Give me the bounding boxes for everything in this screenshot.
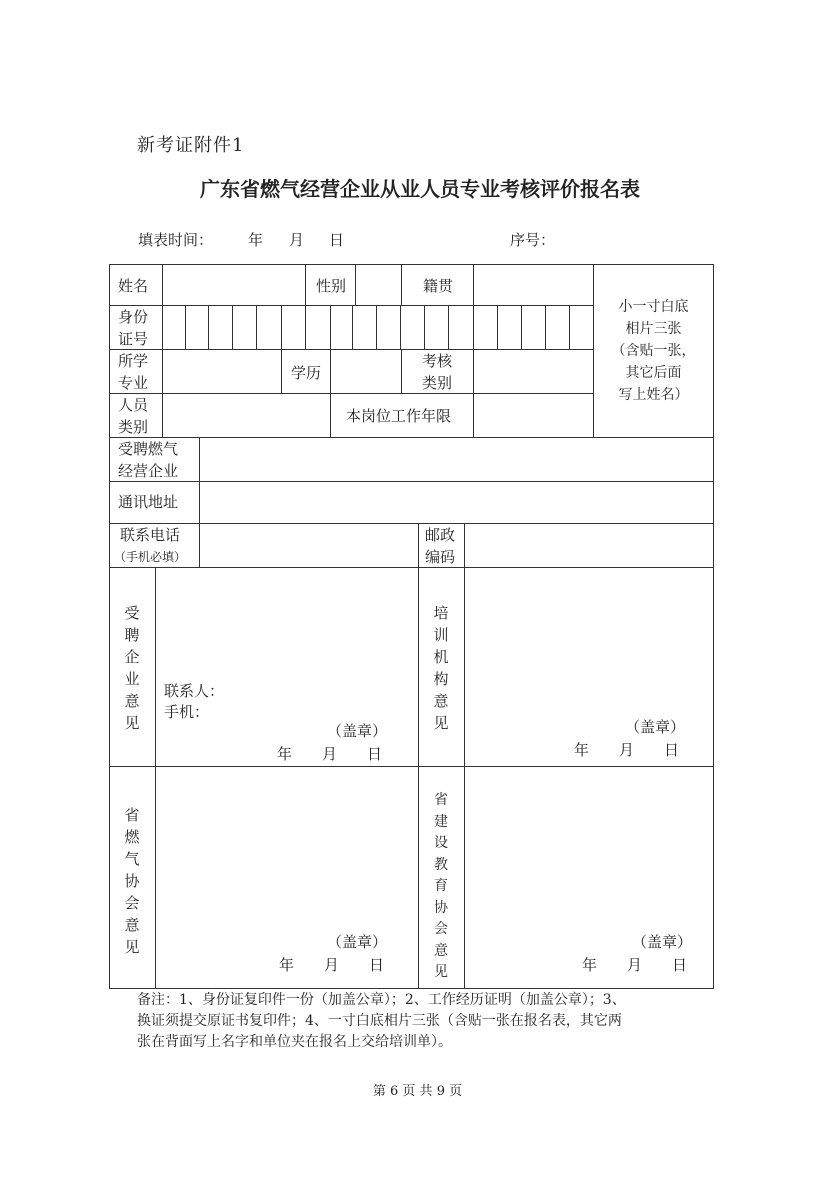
construction-edu-opinion-label: 省建设教育协会意见 [434, 792, 448, 980]
photo-box[interactable] [594, 296, 713, 406]
training-opinion-label: 培训机构意见 [433, 604, 449, 732]
seal-label: （盖章） [327, 722, 388, 740]
address-label: 通讯地址 [118, 493, 179, 511]
postcode-input[interactable] [465, 524, 713, 567]
gender-input[interactable] [356, 265, 400, 305]
years-in-post-input[interactable] [474, 394, 592, 437]
person-category-label: 人员 类别 [118, 396, 149, 436]
phone-label: 联系电话 [120, 526, 181, 544]
form-title: 广东省燃气经营企业从业人员专业考核评价报名表 [200, 177, 640, 201]
postcode-label: 邮政 编码 [425, 526, 456, 566]
employer-input[interactable] [200, 438, 713, 481]
attachment-label: 新考证附件1 [137, 135, 245, 156]
major-input[interactable] [163, 350, 280, 393]
phone-input[interactable] [200, 524, 417, 567]
phone-note: （手机必填） [114, 550, 187, 564]
photo-note-line: 小一寸白底 [618, 299, 689, 315]
gender-label: 性别 [316, 277, 347, 295]
mobile-label: 手机： [164, 703, 210, 721]
name-label: 姓名 [118, 277, 149, 295]
notes: 备注：1、身份证复印件一份（加盖公章）；2、工作经历证明（加盖公章）；3、 换证须提交原证书复印件；4、一寸白底相片三张（含贴一张在报名表，其它两 张在背面写上名字和单位夹在报名上交给培训单）。 [137, 992, 626, 1050]
id-number-label: 身份 证号 [118, 308, 149, 348]
name-input[interactable] [163, 265, 304, 305]
fill-time-label: 填表时间： [138, 231, 214, 249]
seal-label: （盖章） [327, 933, 388, 951]
seal-label: （盖章） [632, 933, 693, 951]
native-place-label: 籍贯 [423, 277, 454, 295]
fill-month: 月 [289, 231, 305, 249]
id-number-input[interactable] [163, 306, 593, 349]
photo-note-line: （含贴一张， [611, 343, 696, 359]
education-label: 学历 [291, 364, 322, 382]
employer-opinion-label: 受聘企业意见 [124, 604, 140, 732]
major-label: 所学 专业 [118, 352, 149, 392]
gas-assoc-opinion-label: 省燃气协会意见 [124, 806, 140, 956]
serial-label: 序号： [510, 231, 556, 249]
person-category-input[interactable] [163, 394, 329, 437]
exam-category-input[interactable] [474, 350, 592, 393]
seal-label: （盖章） [625, 718, 686, 736]
education-input[interactable] [331, 350, 400, 393]
fill-year: 年 [248, 231, 264, 249]
photo-note-line: 相片三张 [625, 321, 682, 337]
years-in-post-label: 本岗位工作年限 [346, 407, 452, 425]
native-place-input[interactable] [474, 265, 592, 305]
photo-note-line: 其它后面 [625, 365, 682, 381]
date-line: 年 月 日 [582, 956, 688, 974]
fill-day: 日 [329, 231, 345, 249]
photo-note-line: 写上姓名） [618, 387, 689, 403]
address-input[interactable] [200, 482, 713, 523]
exam-category-label: 考核 类别 [422, 352, 453, 392]
date-line: 年 月 日 [574, 741, 680, 759]
employer-label: 受聘燃气 经营企业 [118, 440, 179, 480]
contact-person-label: 联系人： [164, 682, 225, 700]
date-line: 年 月 日 [279, 956, 385, 974]
page-number: 第 6 页 共 9 页 [372, 1084, 463, 1099]
date-line: 年 月 日 [277, 745, 383, 763]
